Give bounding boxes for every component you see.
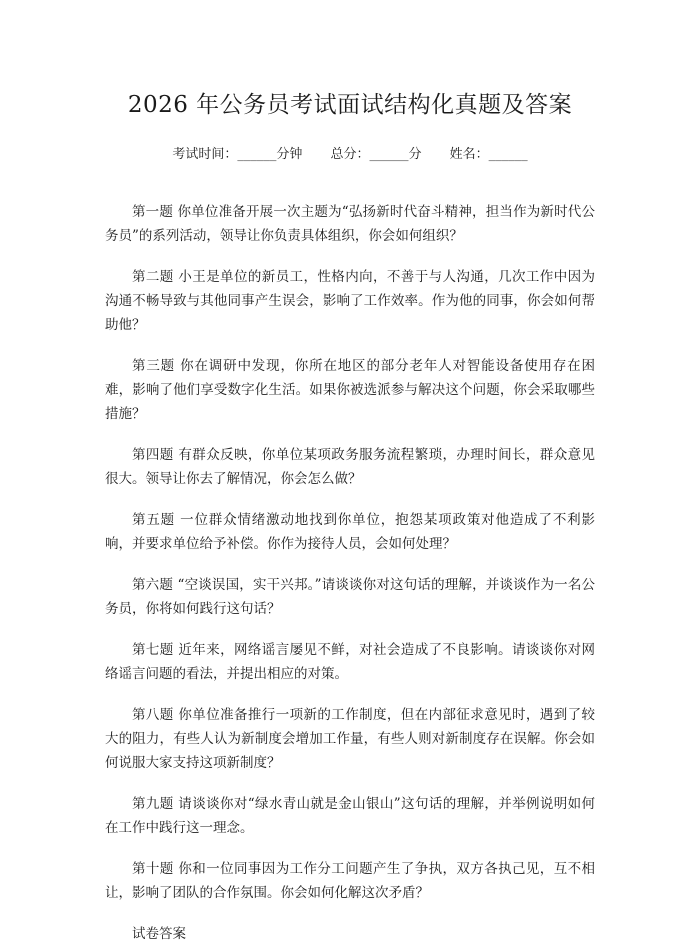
name-field: 姓名：______ <box>449 147 528 162</box>
document-title: 2026 年公务员考试面试结构化真题及答案 <box>127 92 573 118</box>
answer-heading: 试卷答案 <box>132 926 186 942</box>
question-6: 第六题 “空谈误国，实干兴邦。”请谈谈你对这句话的理解，并谈谈作为一名公务员，你将如何践行这句话？ <box>105 577 595 617</box>
question-8: 第八题 你单位准备推行一项新的工作制度，但在内部征求意见时，遇到了较大的阻力，有些人认为新制度会增加工作量，有些人则对新制度存在误解。你会如何说服大家支持这项新制度？ <box>105 707 595 771</box>
question-1: 第一题 你单位准备开展一次主题为“弘扬新时代奋斗精神，担当作为新时代公务员”的系列活动，领导让你负责具体组织，你会如何组织？ <box>105 204 595 244</box>
question-5: 第五题 一位群众情绪激动地找到你单位，抱怨某项政策对他造成了不利影响，并要求单位给予补偿。你作为接待人员，会如何处理？ <box>105 512 595 552</box>
question-4: 第四题 有群众反映，你单位某项政务服务流程繁琐，办理时间长，群众意见很大。领导让你去了解情况，你会怎么做？ <box>105 447 595 487</box>
exam-meta <box>105 143 595 162</box>
question-3: 第三题 你在调研中发现，你所在地区的部分老年人对智能设备使用存在困难，影响了他们享受数字化生活。如果你被选派参与解决这个问题，你会采取哪些措施？ <box>105 358 595 422</box>
question-7: 第七题 近年来，网络谣言屡见不鲜，对社会造成了不良影响。请谈谈你对网络谣言问题的看法，并提出相应的对策。 <box>105 642 595 682</box>
total-score-field: 总分：______分 <box>330 147 422 162</box>
question-9: 第九题 请谈谈你对“绿水青山就是金山银山”这句话的理解，并举例说明如何在工作中践行这一理念。 <box>105 796 595 836</box>
question-10: 第十题 你和一位同事因为工作分工问题产生了争执，双方各执己见，互不相让，影响了团队的合作氛围。你会如何化解这次矛盾？ <box>105 861 595 901</box>
question-2: 第二题 小王是单位的新员工，性格内向，不善于与人沟通，几次工作中因为沟通不畅导致与其他同事产生误会，影响了工作效率。作为他的同事，你会如何帮助他？ <box>105 269 595 333</box>
question-list <box>105 200 595 946</box>
exam-time-field: 考试时间：______分钟 <box>172 147 303 162</box>
